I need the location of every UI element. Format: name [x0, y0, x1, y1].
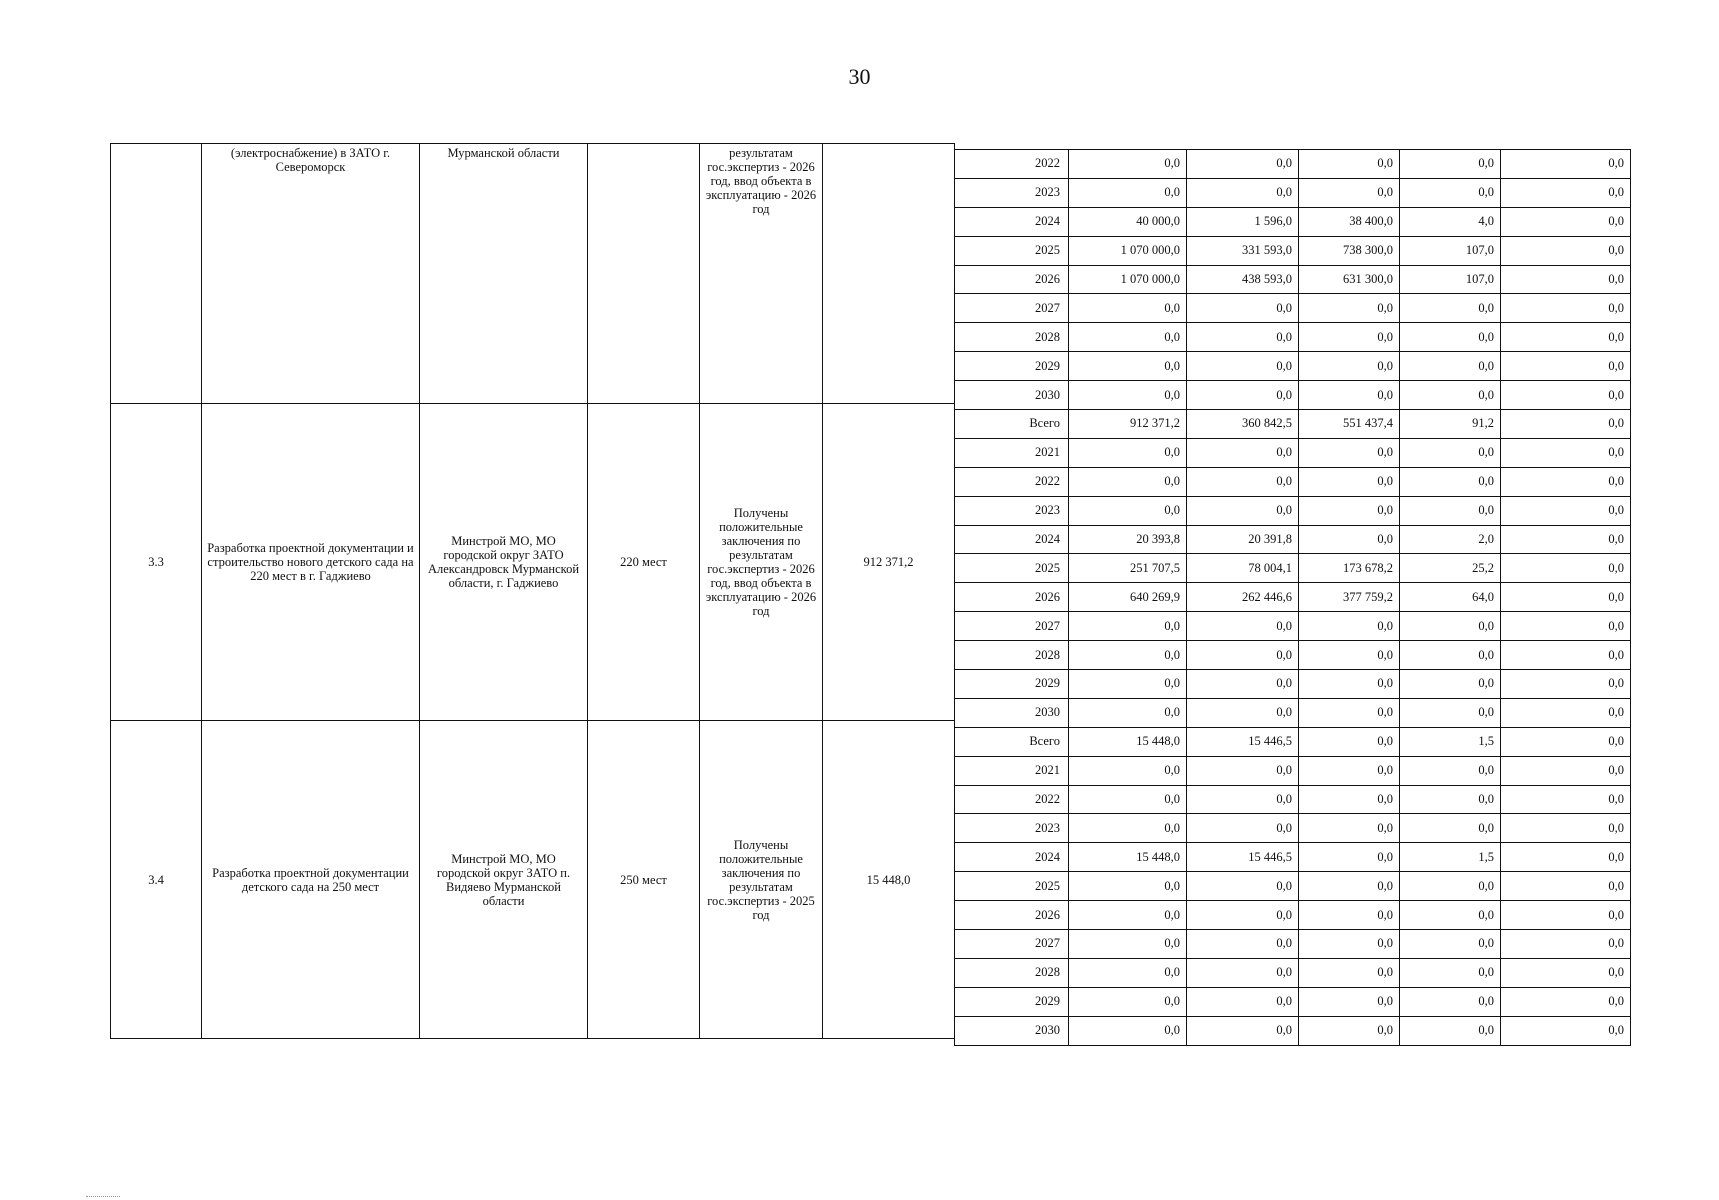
federal-cell: 0,0 — [1187, 785, 1299, 814]
financing-row — [955, 525, 1631, 554]
federal-cell: 0,0 — [1187, 987, 1299, 1016]
financing-row — [955, 987, 1631, 1016]
federal-cell: 0,0 — [1187, 1016, 1299, 1045]
entry-number-cell: 3.4 — [111, 721, 202, 1039]
total-cell: 1 070 000,0 — [1069, 265, 1187, 294]
total-cell: 0,0 — [1069, 698, 1187, 727]
year-cell: 2027 — [955, 930, 1069, 959]
total-cell: 251 707,5 — [1069, 554, 1187, 583]
year-cell: 2026 — [955, 265, 1069, 294]
regional-cell: 0,0 — [1299, 467, 1400, 496]
regional-cell: 377 759,2 — [1299, 583, 1400, 612]
federal-cell: 0,0 — [1187, 756, 1299, 785]
regional-cell: 0,0 — [1299, 785, 1400, 814]
other-cell: 0,0 — [1501, 352, 1631, 381]
total-cell: 0,0 — [1069, 670, 1187, 699]
entry-name-cell: Разработка проектной документации детского сада на 250 мест — [202, 721, 420, 1039]
financing-row — [955, 872, 1631, 901]
entry-capacity-cell: 220 мест — [588, 404, 700, 721]
entry-number-cell: 3.3 — [111, 404, 202, 721]
entry-capacity-cell — [588, 144, 700, 404]
other-cell: 0,0 — [1501, 872, 1631, 901]
year-cell: 2025 — [955, 236, 1069, 265]
project-info-table — [110, 143, 955, 1039]
federal-cell: 0,0 — [1187, 814, 1299, 843]
year-cell: 2027 — [955, 294, 1069, 323]
year-cell: 2030 — [955, 698, 1069, 727]
other-cell: 0,0 — [1501, 901, 1631, 930]
local-cell: 107,0 — [1400, 236, 1501, 265]
federal-cell: 0,0 — [1187, 612, 1299, 641]
financing-row — [955, 756, 1631, 785]
entry-number-cell — [111, 144, 202, 404]
total-cell: 640 269,9 — [1069, 583, 1187, 612]
regional-cell: 0,0 — [1299, 670, 1400, 699]
regional-cell: 738 300,0 — [1299, 236, 1400, 265]
regional-cell: 0,0 — [1299, 872, 1400, 901]
other-cell: 0,0 — [1501, 612, 1631, 641]
year-cell: 2021 — [955, 438, 1069, 467]
other-cell: 0,0 — [1501, 727, 1631, 756]
total-cell: 15 448,0 — [1069, 843, 1187, 872]
regional-cell: 0,0 — [1299, 612, 1400, 641]
regional-cell: 551 437,4 — [1299, 410, 1400, 439]
financing-row — [955, 554, 1631, 583]
federal-cell: 0,0 — [1187, 438, 1299, 467]
local-cell: 0,0 — [1400, 294, 1501, 323]
local-cell: 1,5 — [1400, 843, 1501, 872]
other-cell: 0,0 — [1501, 294, 1631, 323]
local-cell: 0,0 — [1400, 958, 1501, 987]
federal-cell: 0,0 — [1187, 698, 1299, 727]
federal-cell: 0,0 — [1187, 381, 1299, 410]
total-cell: 0,0 — [1069, 756, 1187, 785]
regional-cell: 0,0 — [1299, 727, 1400, 756]
financing-row — [955, 814, 1631, 843]
total-cell: 0,0 — [1069, 785, 1187, 814]
federal-cell: 0,0 — [1187, 670, 1299, 699]
financing-row — [955, 438, 1631, 467]
financing-row — [955, 727, 1631, 756]
financing-row — [955, 698, 1631, 727]
other-cell: 0,0 — [1501, 814, 1631, 843]
scan-artifact — [86, 1196, 120, 1197]
other-cell: 0,0 — [1501, 178, 1631, 207]
total-cell: 0,0 — [1069, 294, 1187, 323]
other-cell: 0,0 — [1501, 641, 1631, 670]
other-cell: 0,0 — [1501, 438, 1631, 467]
entry-cost-cell — [823, 144, 955, 404]
local-cell: 0,0 — [1400, 150, 1501, 179]
other-cell: 0,0 — [1501, 525, 1631, 554]
financing-row — [955, 323, 1631, 352]
total-cell: 0,0 — [1069, 612, 1187, 641]
other-cell: 0,0 — [1501, 496, 1631, 525]
local-cell: 91,2 — [1400, 410, 1501, 439]
financing-row — [955, 178, 1631, 207]
regional-cell: 0,0 — [1299, 294, 1400, 323]
other-cell: 0,0 — [1501, 843, 1631, 872]
total-cell: 0,0 — [1069, 438, 1187, 467]
total-cell: 912 371,2 — [1069, 410, 1187, 439]
total-cell: 0,0 — [1069, 958, 1187, 987]
local-cell: 0,0 — [1400, 670, 1501, 699]
total-cell: 15 448,0 — [1069, 727, 1187, 756]
financing-row — [955, 150, 1631, 179]
federal-cell: 78 004,1 — [1187, 554, 1299, 583]
federal-cell: 15 446,5 — [1187, 843, 1299, 872]
financing-row — [955, 843, 1631, 872]
other-cell: 0,0 — [1501, 583, 1631, 612]
year-cell: 2022 — [955, 785, 1069, 814]
regional-cell: 0,0 — [1299, 698, 1400, 727]
local-cell: 0,0 — [1400, 814, 1501, 843]
year-cell: 2022 — [955, 150, 1069, 179]
entry-name-cell: (электроснабжение) в ЗАТО г. Североморск — [202, 144, 420, 404]
page-number: 30 — [848, 64, 871, 89]
year-cell: 2030 — [955, 381, 1069, 410]
year-cell: 2029 — [955, 670, 1069, 699]
regional-cell: 38 400,0 — [1299, 207, 1400, 236]
financing-row — [955, 467, 1631, 496]
year-cell: 2030 — [955, 1016, 1069, 1045]
local-cell: 0,0 — [1400, 901, 1501, 930]
regional-cell: 0,0 — [1299, 1016, 1400, 1045]
financing-row — [955, 496, 1631, 525]
entry-customer-cell: Минстрой МО, МО городской округ ЗАТО п. Видяево Мурманской области — [420, 721, 588, 1039]
regional-cell: 0,0 — [1299, 901, 1400, 930]
regional-cell: 0,0 — [1299, 525, 1400, 554]
entry-row-3-4 — [111, 721, 955, 1039]
year-cell: 2027 — [955, 612, 1069, 641]
financing-row — [955, 294, 1631, 323]
year-cell: 2023 — [955, 496, 1069, 525]
regional-cell: 0,0 — [1299, 987, 1400, 1016]
regional-cell: 0,0 — [1299, 323, 1400, 352]
total-cell: 0,0 — [1069, 814, 1187, 843]
entry-capacity-cell: 250 мест — [588, 721, 700, 1039]
year-cell: 2028 — [955, 958, 1069, 987]
year-cell: 2024 — [955, 207, 1069, 236]
federal-cell: 0,0 — [1187, 323, 1299, 352]
financing-row — [955, 583, 1631, 612]
regional-cell: 173 678,2 — [1299, 554, 1400, 583]
year-cell: 2028 — [955, 641, 1069, 670]
total-cell: 0,0 — [1069, 901, 1187, 930]
entry-name-cell: Разработка проектной документации и строительство нового детского сада на 220 мест в г. Гаджиево — [202, 404, 420, 721]
local-cell: 0,0 — [1400, 785, 1501, 814]
total-cell: 0,0 — [1069, 467, 1187, 496]
entry-customer-cell: Минстрой МО, МО городской округ ЗАТО Александровск Мурманской области, г. Гаджиево — [420, 404, 588, 721]
financing-row — [955, 641, 1631, 670]
year-cell: 2025 — [955, 554, 1069, 583]
continued-entry-row — [111, 144, 955, 404]
year-cell: 2024 — [955, 525, 1069, 554]
total-cell: 0,0 — [1069, 352, 1187, 381]
federal-cell: 0,0 — [1187, 150, 1299, 179]
regional-cell: 0,0 — [1299, 150, 1400, 179]
year-cell: 2023 — [955, 178, 1069, 207]
federal-cell: 15 446,5 — [1187, 727, 1299, 756]
year-cell: 2022 — [955, 467, 1069, 496]
regional-cell: 0,0 — [1299, 496, 1400, 525]
local-cell: 0,0 — [1400, 930, 1501, 959]
entry-result-cell: результатам гос.экспертиз - 2026 год, ввод объекта в эксплуатацию - 2026 год — [700, 144, 823, 404]
local-cell: 4,0 — [1400, 207, 1501, 236]
total-cell: 0,0 — [1069, 381, 1187, 410]
other-cell: 0,0 — [1501, 150, 1631, 179]
entry-row-3-3 — [111, 404, 955, 721]
regional-cell: 0,0 — [1299, 958, 1400, 987]
federal-cell: 0,0 — [1187, 178, 1299, 207]
year-cell: 2028 — [955, 323, 1069, 352]
other-cell: 0,0 — [1501, 1016, 1631, 1045]
federal-cell: 360 842,5 — [1187, 410, 1299, 439]
year-cell: 2023 — [955, 814, 1069, 843]
other-cell: 0,0 — [1501, 930, 1631, 959]
year-cell: 2026 — [955, 583, 1069, 612]
other-cell: 0,0 — [1501, 265, 1631, 294]
other-cell: 0,0 — [1501, 958, 1631, 987]
regional-cell: 0,0 — [1299, 756, 1400, 785]
federal-cell: 0,0 — [1187, 467, 1299, 496]
total-cell: 0,0 — [1069, 930, 1187, 959]
financing-row — [955, 930, 1631, 959]
other-cell: 0,0 — [1501, 698, 1631, 727]
other-cell: 0,0 — [1501, 987, 1631, 1016]
regional-cell: 0,0 — [1299, 178, 1400, 207]
local-cell: 25,2 — [1400, 554, 1501, 583]
other-cell: 0,0 — [1501, 467, 1631, 496]
other-cell: 0,0 — [1501, 756, 1631, 785]
local-cell: 2,0 — [1400, 525, 1501, 554]
financing-table — [954, 149, 1631, 1046]
total-cell: 1 070 000,0 — [1069, 236, 1187, 265]
total-cell: 0,0 — [1069, 641, 1187, 670]
federal-cell: 331 593,0 — [1187, 236, 1299, 265]
federal-cell: 0,0 — [1187, 930, 1299, 959]
federal-cell: 0,0 — [1187, 958, 1299, 987]
other-cell: 0,0 — [1501, 785, 1631, 814]
local-cell: 0,0 — [1400, 698, 1501, 727]
local-cell: 0,0 — [1400, 496, 1501, 525]
total-cell: 0,0 — [1069, 987, 1187, 1016]
year-cell: 2026 — [955, 901, 1069, 930]
federal-cell: 0,0 — [1187, 901, 1299, 930]
regional-cell: 631 300,0 — [1299, 265, 1400, 294]
local-cell: 0,0 — [1400, 612, 1501, 641]
other-cell: 0,0 — [1501, 410, 1631, 439]
other-cell: 0,0 — [1501, 381, 1631, 410]
local-cell: 0,0 — [1400, 1016, 1501, 1045]
federal-cell: 262 446,6 — [1187, 583, 1299, 612]
year-cell: 2025 — [955, 872, 1069, 901]
financing-row — [955, 381, 1631, 410]
federal-cell: 0,0 — [1187, 352, 1299, 381]
total-cell: 0,0 — [1069, 323, 1187, 352]
federal-cell: 438 593,0 — [1187, 265, 1299, 294]
regional-cell: 0,0 — [1299, 352, 1400, 381]
year-cell: Всего — [955, 410, 1069, 439]
total-cell: 0,0 — [1069, 872, 1187, 901]
other-cell: 0,0 — [1501, 670, 1631, 699]
local-cell: 0,0 — [1400, 987, 1501, 1016]
financing-row — [955, 901, 1631, 930]
total-cell: 0,0 — [1069, 496, 1187, 525]
financing-row — [955, 265, 1631, 294]
entry-result-cell: Получены положительные заключения по результатам гос.экспертиз - 2025 год — [700, 721, 823, 1039]
year-cell: 2029 — [955, 352, 1069, 381]
financing-row — [955, 352, 1631, 381]
local-cell: 0,0 — [1400, 641, 1501, 670]
other-cell: 0,0 — [1501, 323, 1631, 352]
local-cell: 0,0 — [1400, 756, 1501, 785]
local-cell: 0,0 — [1400, 323, 1501, 352]
federal-cell: 0,0 — [1187, 496, 1299, 525]
year-cell: 2029 — [955, 987, 1069, 1016]
federal-cell: 0,0 — [1187, 294, 1299, 323]
financing-row — [955, 958, 1631, 987]
entry-cost-cell: 15 448,0 — [823, 721, 955, 1039]
local-cell: 0,0 — [1400, 872, 1501, 901]
total-cell: 0,0 — [1069, 178, 1187, 207]
financing-row — [955, 785, 1631, 814]
financing-row — [955, 207, 1631, 236]
other-cell: 0,0 — [1501, 207, 1631, 236]
regional-cell: 0,0 — [1299, 814, 1400, 843]
year-cell: 2021 — [955, 756, 1069, 785]
financing-row — [955, 236, 1631, 265]
entry-cost-cell: 912 371,2 — [823, 404, 955, 721]
financing-row — [955, 410, 1631, 439]
regional-cell: 0,0 — [1299, 930, 1400, 959]
local-cell: 0,0 — [1400, 178, 1501, 207]
entry-result-cell: Получены положительные заключения по результатам гос.экспертиз - 2026 год, ввод объекта в эксплуатацию - 2026 год — [700, 404, 823, 721]
federal-cell: 0,0 — [1187, 641, 1299, 670]
local-cell: 0,0 — [1400, 381, 1501, 410]
entry-customer-cell: Мурманской области — [420, 144, 588, 404]
other-cell: 0,0 — [1501, 554, 1631, 583]
local-cell: 64,0 — [1400, 583, 1501, 612]
total-cell: 0,0 — [1069, 1016, 1187, 1045]
regional-cell: 0,0 — [1299, 438, 1400, 467]
regional-cell: 0,0 — [1299, 381, 1400, 410]
total-cell: 20 393,8 — [1069, 525, 1187, 554]
federal-cell: 0,0 — [1187, 872, 1299, 901]
financing-row — [955, 612, 1631, 641]
local-cell: 107,0 — [1400, 265, 1501, 294]
local-cell: 0,0 — [1400, 352, 1501, 381]
regional-cell: 0,0 — [1299, 641, 1400, 670]
local-cell: 1,5 — [1400, 727, 1501, 756]
financing-row — [955, 670, 1631, 699]
year-cell: Всего — [955, 727, 1069, 756]
federal-cell: 1 596,0 — [1187, 207, 1299, 236]
regional-cell: 0,0 — [1299, 843, 1400, 872]
other-cell: 0,0 — [1501, 236, 1631, 265]
local-cell: 0,0 — [1400, 438, 1501, 467]
local-cell: 0,0 — [1400, 467, 1501, 496]
year-cell: 2024 — [955, 843, 1069, 872]
total-cell: 0,0 — [1069, 150, 1187, 179]
total-cell: 40 000,0 — [1069, 207, 1187, 236]
financing-row — [955, 1016, 1631, 1045]
federal-cell: 20 391,8 — [1187, 525, 1299, 554]
